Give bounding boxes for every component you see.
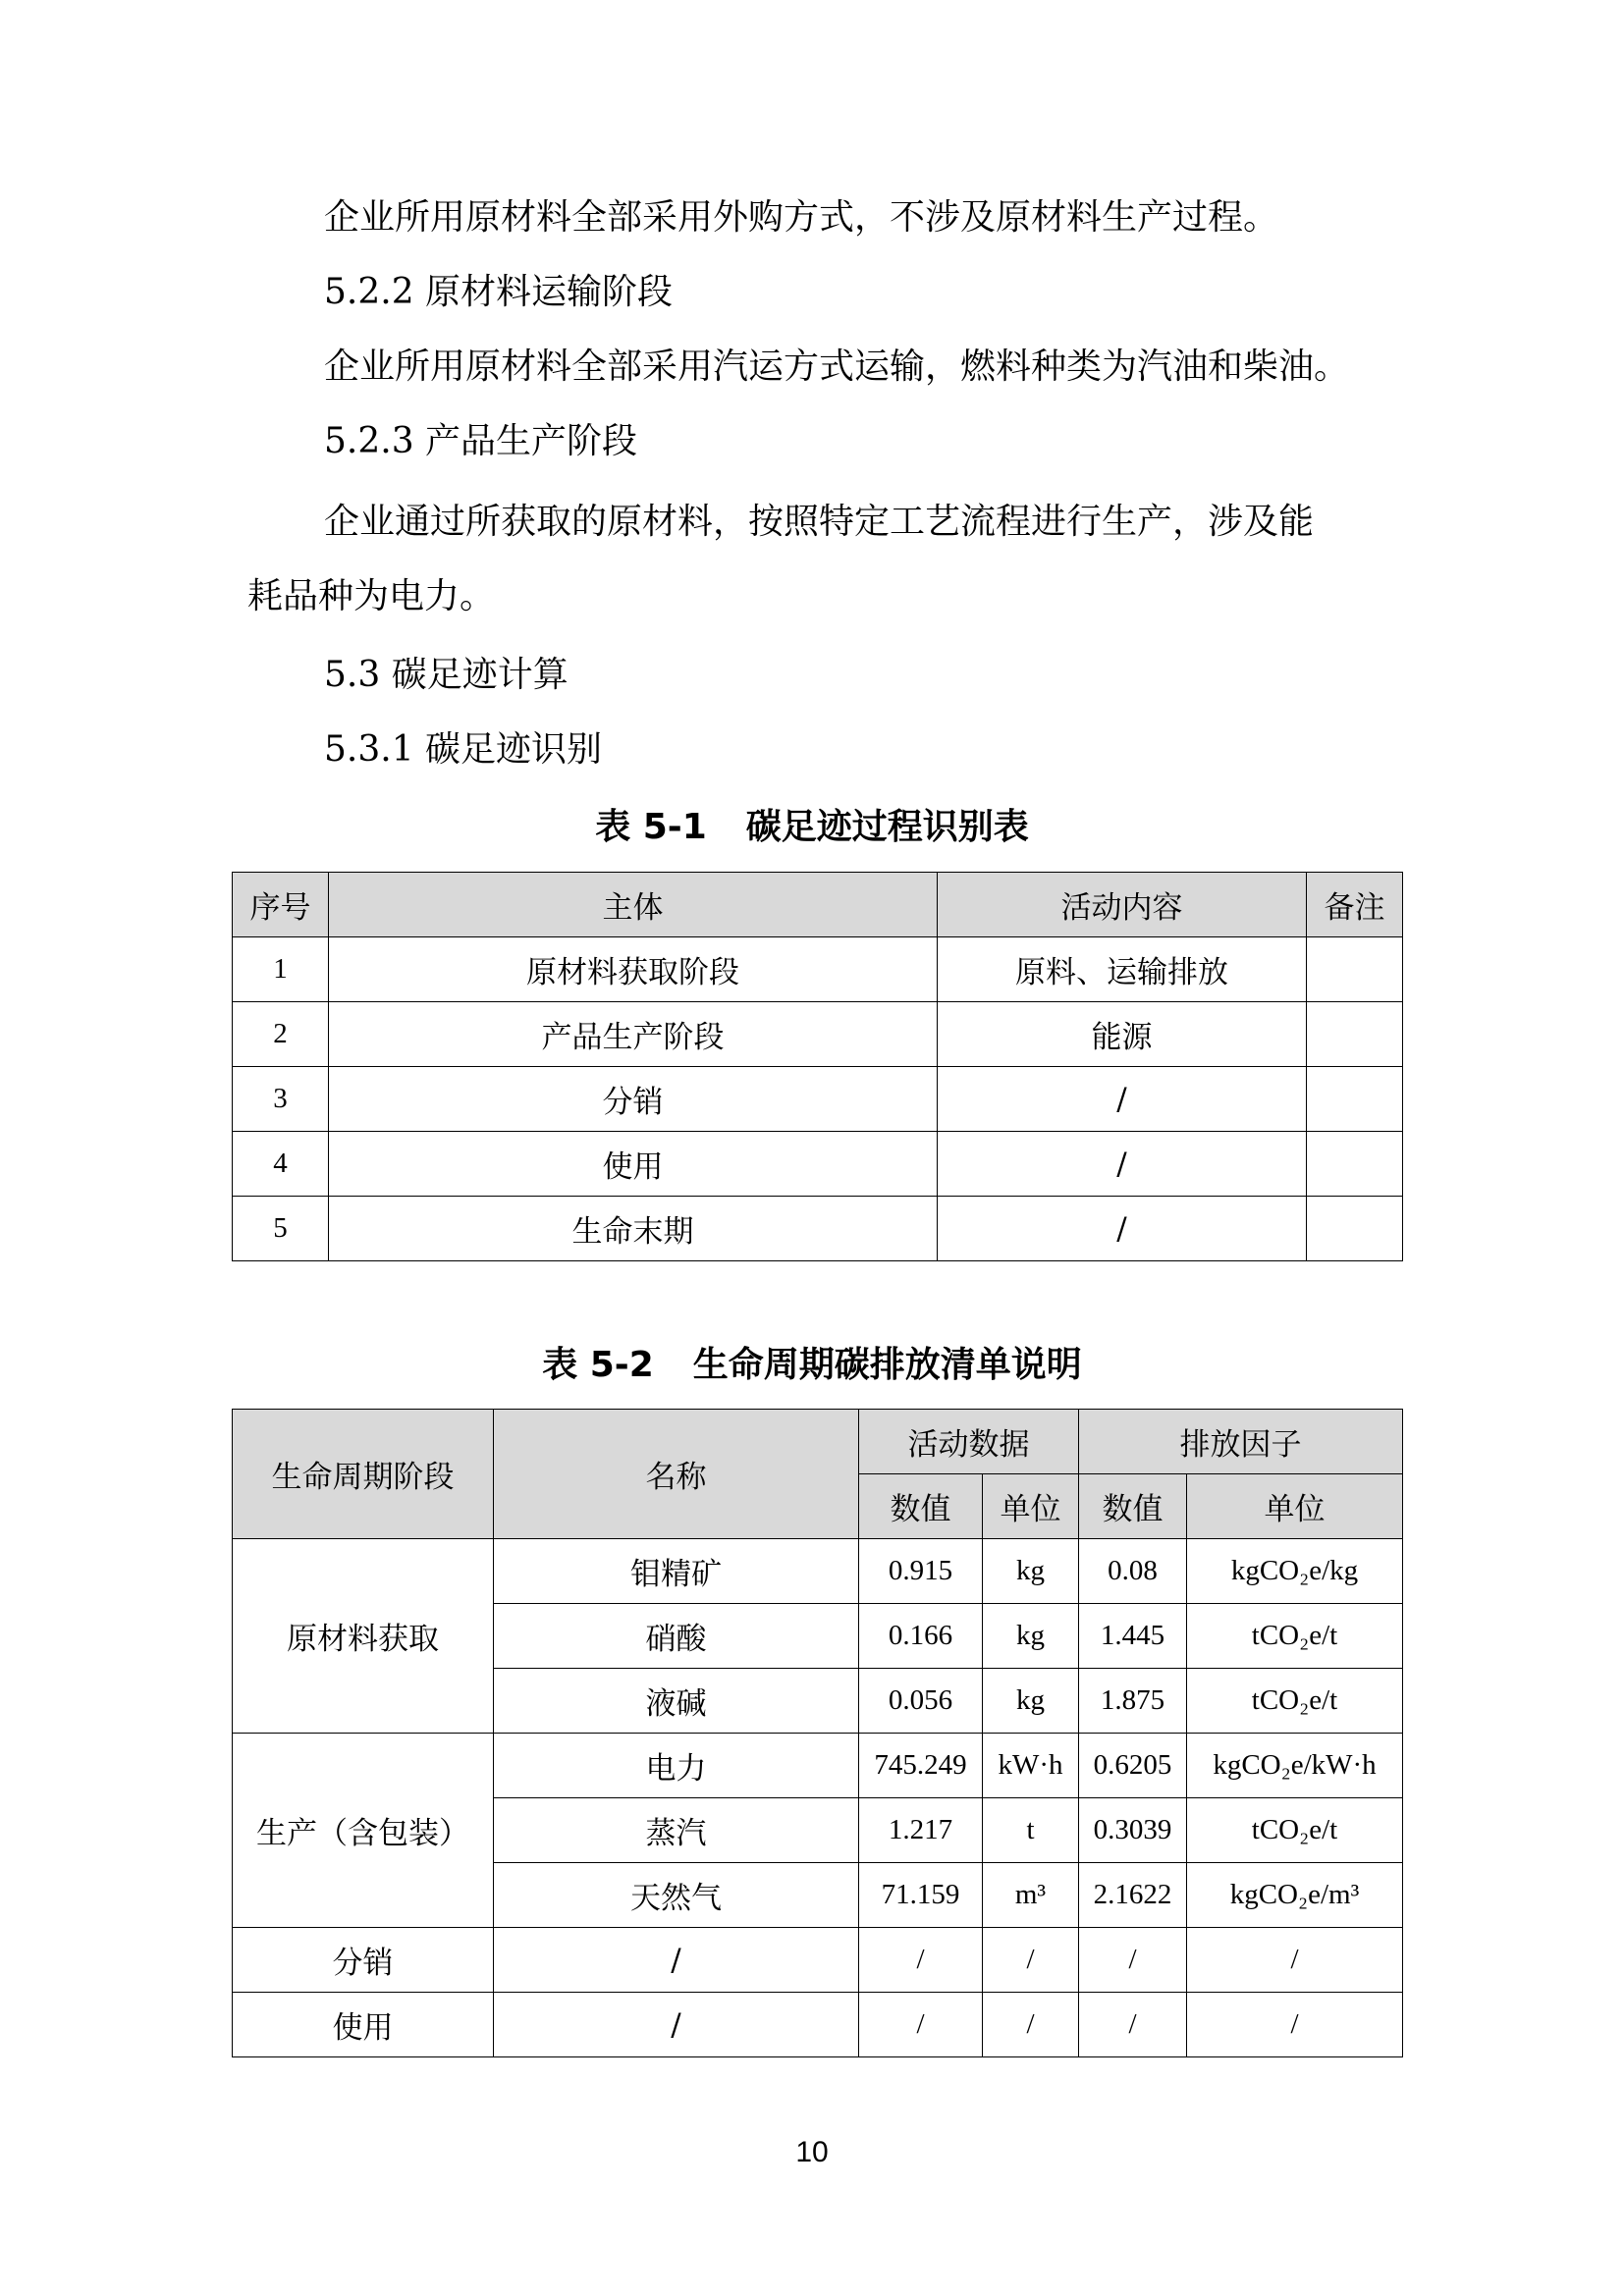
table-cell: / (494, 1928, 859, 1993)
table-cell: 天然气 (494, 1863, 859, 1928)
table-row (233, 1993, 1403, 2057)
table2-header-activity-value: 数值 (859, 1474, 983, 1539)
table-cell: 1.875 (1079, 1669, 1187, 1734)
heading-5-2-2: 5.2.2 原材料运输阶段 (324, 272, 674, 312)
table2-caption (0, 1337, 1624, 1387)
table-cell: 钼精矿 (494, 1539, 859, 1604)
table1-header-cell: 备注 (1307, 873, 1403, 937)
table1-caption-number: 表 5-1 (595, 807, 707, 847)
table-cell: / (938, 1132, 1307, 1197)
table-cell: kW·h (983, 1734, 1079, 1798)
table-cell: 0.915 (859, 1539, 983, 1604)
table-cell: 0.3039 (1079, 1798, 1187, 1863)
table-cell: 3 (233, 1067, 329, 1132)
table2-header-activity-unit: 单位 (983, 1474, 1079, 1539)
table-cell: / (1079, 1993, 1187, 2057)
table1-caption-title: 碳足迹过程识别表 (745, 807, 1029, 847)
table-cell: 1.217 (859, 1798, 983, 1863)
table1-caption (0, 799, 1624, 849)
table-cell: 使用 (329, 1132, 938, 1197)
table-cell: kgCO₂e/kW·h (1187, 1734, 1403, 1798)
table-cell: tCO₂e/t (1187, 1604, 1403, 1669)
table-cell: 能源 (938, 1002, 1307, 1067)
table2-header-row (233, 1410, 1403, 1474)
table-cell: kgCO₂e/kg (1187, 1539, 1403, 1604)
table-cell: / (938, 1067, 1307, 1132)
stage-cell: 原材料获取 (233, 1539, 494, 1734)
table-cell: 0.056 (859, 1669, 983, 1734)
stage-cell: 使用 (233, 1993, 494, 2057)
table-cell (1307, 937, 1403, 1002)
table-cell (1307, 1197, 1403, 1261)
page-number: 10 (795, 2136, 829, 2168)
table-cell: 0.6205 (1079, 1734, 1187, 1798)
paragraph-raw-material: 企业所用原材料全部采用外购方式，不涉及原材料生产过程。 (324, 197, 1279, 238)
table-cell: tCO₂e/t (1187, 1669, 1403, 1734)
table-cell: kg (983, 1539, 1079, 1604)
table-cell: / (983, 1993, 1079, 2057)
table-cell: 4 (233, 1132, 329, 1197)
table1-header-cell: 主体 (329, 873, 938, 937)
carbon-footprint-process-table (232, 872, 1403, 1261)
table2-header-factor: 排放因子 (1079, 1410, 1403, 1474)
table-cell: 2 (233, 1002, 329, 1067)
table-row (233, 1132, 1403, 1197)
table-cell: / (1079, 1928, 1187, 1993)
table-row (233, 1067, 1403, 1132)
table2-header-activity: 活动数据 (859, 1410, 1079, 1474)
table1-header-cell: 序号 (233, 873, 329, 937)
lifecycle-emission-inventory-table (232, 1409, 1403, 2057)
table-cell: 分销 (329, 1067, 938, 1132)
table-row (233, 1539, 1403, 1604)
table2-caption-number: 表 5-2 (542, 1345, 654, 1385)
table-cell: 原料、运输排放 (938, 937, 1307, 1002)
table-cell: m³ (983, 1863, 1079, 1928)
table-cell: 硝酸 (494, 1604, 859, 1669)
table-cell: / (1187, 1993, 1403, 2057)
table-cell: 2.1622 (1079, 1863, 1187, 1928)
table-cell: 0.166 (859, 1604, 983, 1669)
table-cell (1307, 1067, 1403, 1132)
table-cell: 745.249 (859, 1734, 983, 1798)
heading-5-2-3: 5.2.3 产品生产阶段 (324, 421, 638, 461)
table-cell: / (859, 1928, 983, 1993)
table-cell: / (1187, 1928, 1403, 1993)
heading-5-3-1: 5.3.1 碳足迹识别 (324, 729, 603, 770)
table2-header-name: 名称 (494, 1410, 859, 1539)
table-row (233, 937, 1403, 1002)
table-cell: 1.445 (1079, 1604, 1187, 1669)
table2-header-factor-unit: 单位 (1187, 1474, 1403, 1539)
heading-5-3: 5.3 碳足迹计算 (324, 655, 568, 695)
table-cell (1307, 1002, 1403, 1067)
table-cell: / (859, 1993, 983, 2057)
table-cell: 产品生产阶段 (329, 1002, 938, 1067)
table-cell: kg (983, 1604, 1079, 1669)
table1-header-row (233, 873, 1403, 937)
table2-header-factor-value: 数值 (1079, 1474, 1187, 1539)
table-cell: 生命末期 (329, 1197, 938, 1261)
table-cell: 5 (233, 1197, 329, 1261)
table-row (233, 1002, 1403, 1067)
table2-header-stage: 生命周期阶段 (233, 1410, 494, 1539)
paragraph-production-line1: 企业通过所获取的原材料，按照特定工艺流程进行生产，涉及能 (324, 502, 1315, 542)
table-row (233, 1197, 1403, 1261)
table-cell: kg (983, 1669, 1079, 1734)
table-cell: 原材料获取阶段 (329, 937, 938, 1002)
paragraph-transport: 企业所用原材料全部采用汽运方式运输，燃料种类为汽油和柴油。 (324, 347, 1350, 387)
stage-cell: 分销 (233, 1928, 494, 1993)
table-cell (1307, 1132, 1403, 1197)
table-cell: 电力 (494, 1734, 859, 1798)
table-cell: / (494, 1993, 859, 2057)
table-cell: 蒸汽 (494, 1798, 859, 1863)
stage-cell: 生产（含包装） (233, 1734, 494, 1928)
table-cell: tCO₂e/t (1187, 1798, 1403, 1863)
table-cell: 1 (233, 937, 329, 1002)
table-cell: / (983, 1928, 1079, 1993)
table-cell: 0.08 (1079, 1539, 1187, 1604)
table2-caption-title: 生命周期碳排放清单说明 (692, 1345, 1082, 1385)
table-cell: 71.159 (859, 1863, 983, 1928)
table-row (233, 1928, 1403, 1993)
table-cell: t (983, 1798, 1079, 1863)
table-cell: / (938, 1197, 1307, 1261)
table-row (233, 1734, 1403, 1798)
table1-header-cell: 活动内容 (938, 873, 1307, 937)
table-cell: kgCO₂e/m³ (1187, 1863, 1403, 1928)
paragraph-production-line2: 耗品种为电力。 (247, 576, 496, 616)
table-cell: 液碱 (494, 1669, 859, 1734)
